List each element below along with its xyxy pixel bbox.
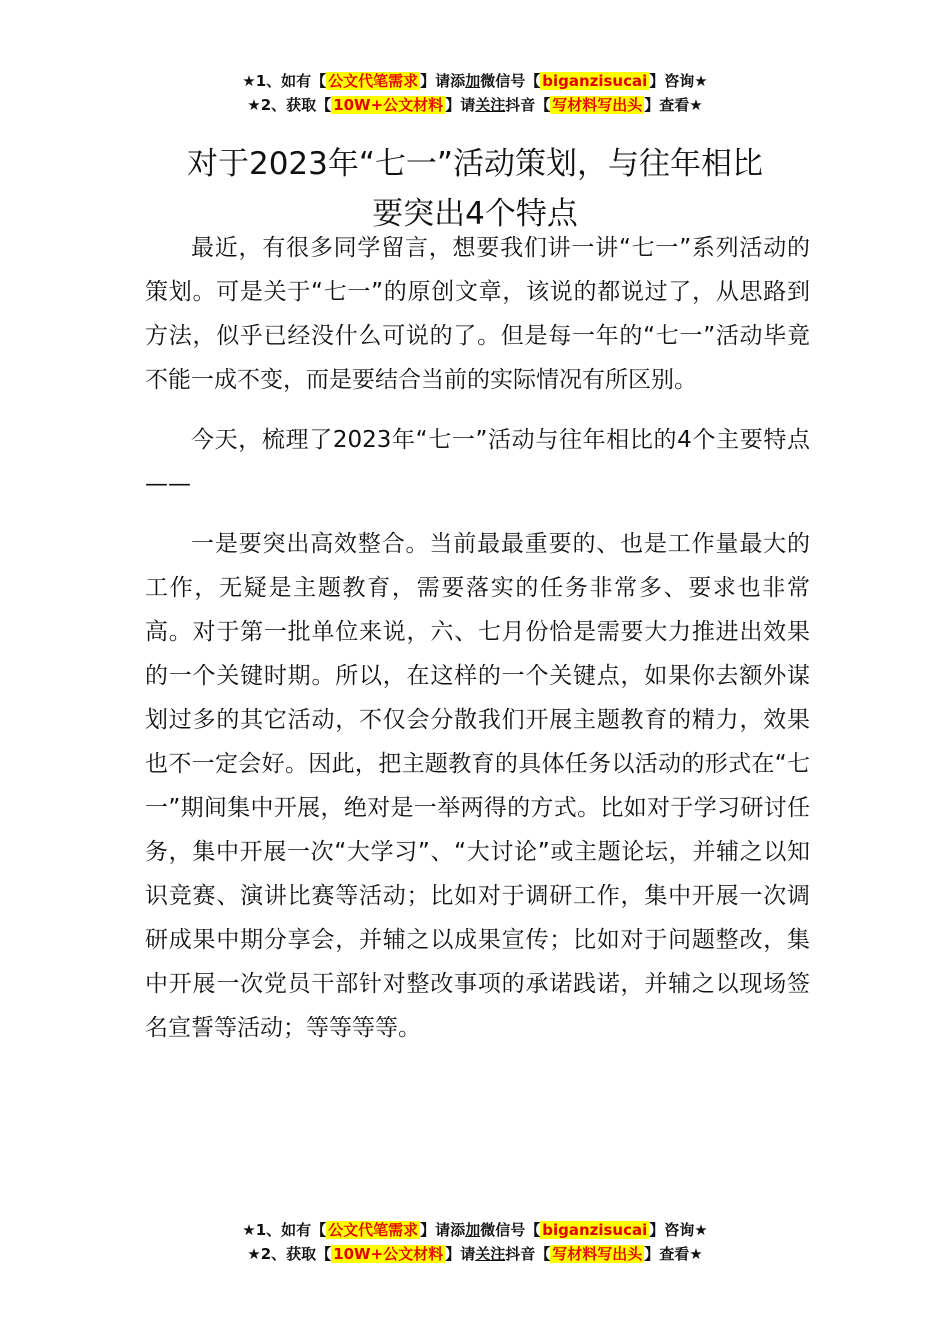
highlight-wechat-id: biganzisucai [542,72,648,90]
title-line-2: 要突出4个特点 [372,195,578,232]
highlight-wechat-id: biganzisucai [542,1221,648,1239]
paragraph-point-1: 一是要突出高效整合。当前最最重要的、也是工作量最大的工作，无疑是主题教育，需要落实的任务非常多、要求也非常高。对于第一批单位来说，六、七月份恰是需要大力推进出效果的一个关键时期。所以，在这样的一个关键点，如果你去额外谋划过多的其它活动，不仅会分散我们开展主题教育的精力，效果也不一定会好。因此，把主题教育的具体任务以活动的形式在“七一”期间集中开展，绝对是一举两得的方式。比如对于学习研讨任务，集中开展一次“大学习”、“大讨论”或主题论坛，并辅之以知识竞赛、演讲比赛等活动；比如对于调研工作，集中开展一次调研成果中期分享会，并辅之以成果宣传；比如对于问题整改，集中开展一次党员干部针对整改事项的承诺践诺，并辅之以现场签名宣誓等活动；等等等等。 [145,531,810,1041]
banner-line-2: ★2、获取【 10W+公文材料 】请关注抖音【 写材料写出头 】查看★ [247,1245,703,1263]
highlight-douyin-account: 写材料写出头 [552,96,643,114]
document-title [100,139,850,239]
highlight-service: 公文代笔需求 [328,72,419,90]
highlight-materials: 10W+公文材料 [333,1245,444,1263]
paragraph-overview: 今天，梳理了2023年“七一”活动与往年相比的4个主要特点—— [145,427,810,497]
highlight-douyin-account: 写材料写出头 [552,1245,643,1263]
banner-line-1: ★1、如有【 公文代笔需求 】请添加微信号【 biganzisucai 】咨询★ [242,1221,708,1239]
highlight-service: 公文代笔需求 [328,1221,419,1239]
header-banner [0,69,950,117]
banner-line-2: ★2、获取【 10W+公文材料 】请关注抖音【 写材料写出头 】查看★ [247,96,703,114]
title-line-1: 对于2023年“七一”活动策划，与往年相比 [186,145,763,182]
paragraph-intro: 最近，有很多同学留言，想要我们讲一讲“七一”系列活动的策划。可是关于“七一”的原创文章，该说的都说过了，从思路到方法，似乎已经没什么可说的了。但是每一年的“七一”活动毕竟不能一成不变，而是要结合当前的实际情况有所区别。 [145,235,810,393]
highlight-materials: 10W+公文材料 [333,96,444,114]
document-body [145,226,810,1066]
banner-line-1: ★1、如有【 公文代笔需求 】请添加微信号【 biganzisucai 】咨询★ [242,72,708,90]
footer-banner [0,1218,950,1266]
